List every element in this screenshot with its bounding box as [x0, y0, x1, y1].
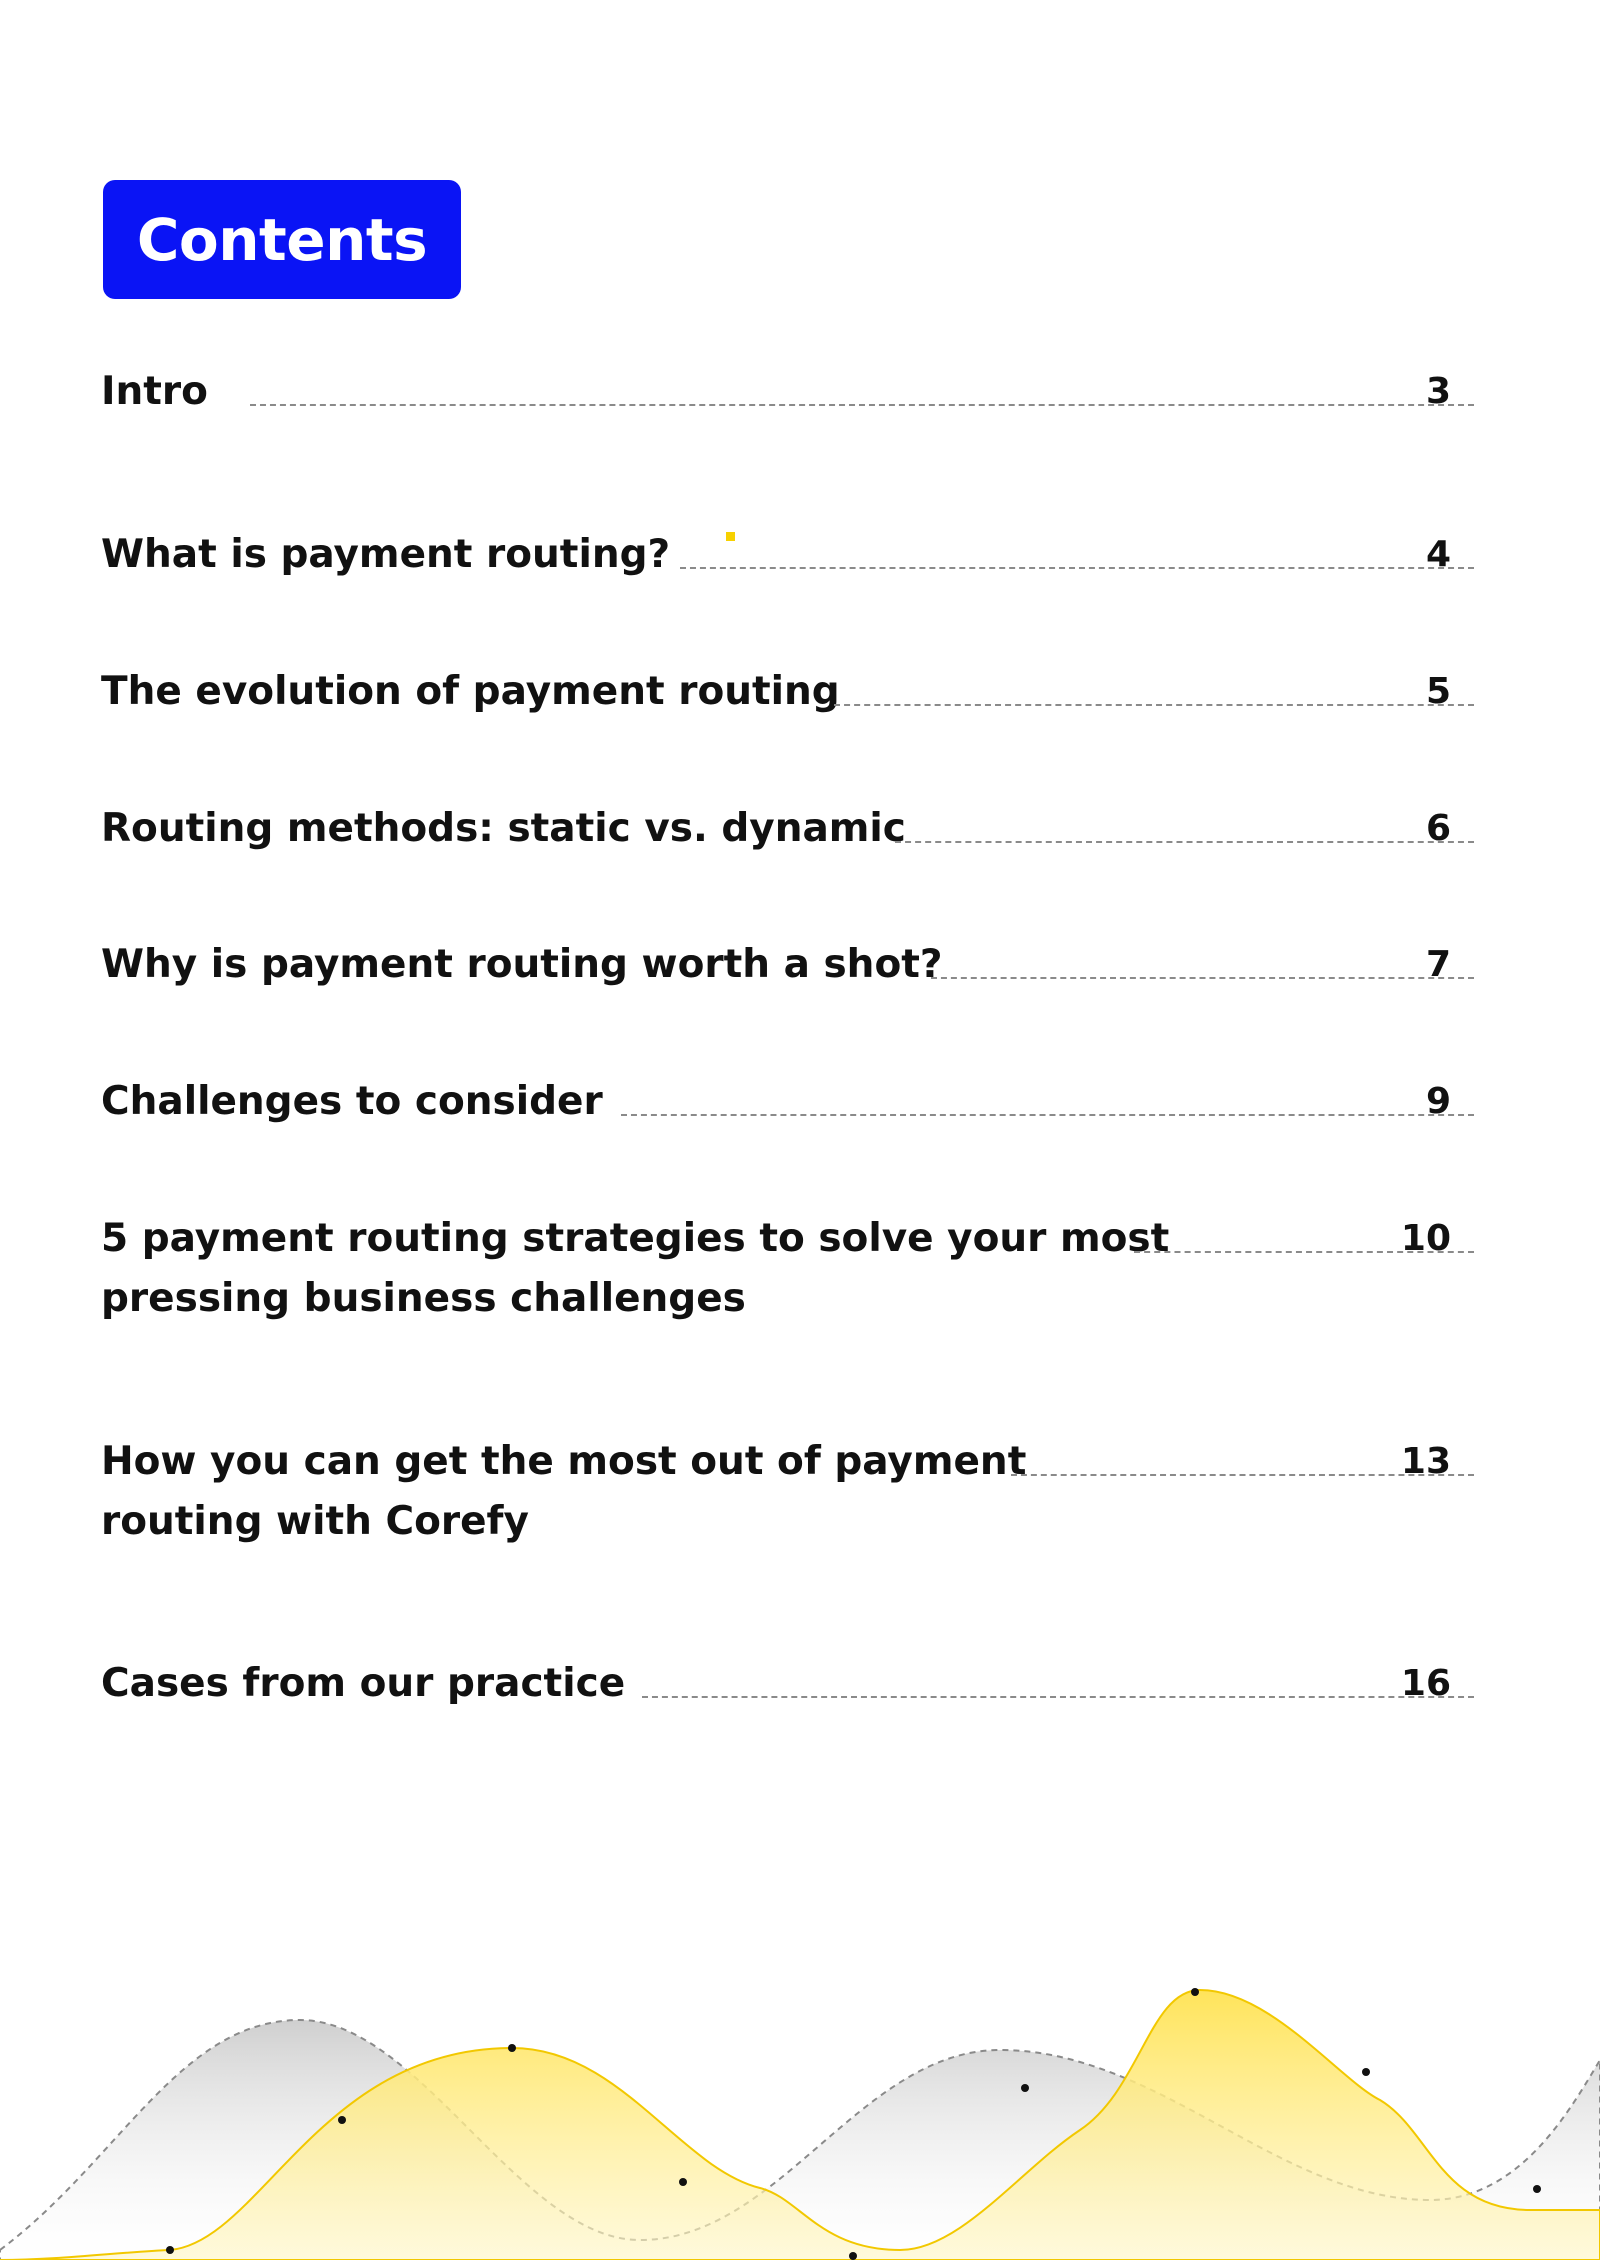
contents-title-badge [103, 180, 461, 299]
toc-entry-title [101, 1432, 1026, 1552]
toc-entry-title [101, 1209, 1169, 1329]
wave-marker [166, 2246, 174, 2254]
wave-marker [679, 2178, 687, 2186]
toc-entry-why-worth-a-shot[interactable] [101, 935, 1451, 1055]
toc-entry-what-is-payment-routing[interactable] [101, 525, 1451, 645]
toc-entry-title-line-1: 5 payment routing strategies to solve your most [101, 1216, 1170, 1261]
toc-page-number: 9 [1425, 1081, 1451, 1122]
toc-entry-corefy[interactable] [101, 1432, 1451, 1552]
toc-entry-title-line-2: routing with Corefy [101, 1499, 529, 1544]
toc-page-number: 13 [1400, 1441, 1451, 1482]
wave-marker [1362, 2068, 1370, 2076]
toc-page-number: 10 [1400, 1218, 1451, 1259]
toc-entry-challenges[interactable] [101, 1072, 1451, 1192]
toc-entry-routing-methods[interactable] [101, 799, 1451, 919]
toc-page-number: 5 [1425, 671, 1451, 712]
toc-entry-title-line-2: pressing business challenges [101, 1276, 746, 1321]
toc-entry-title: Intro [101, 369, 208, 414]
toc-entry-evolution[interactable] [101, 662, 1451, 782]
toc-leader-line [621, 1114, 1474, 1116]
toc-entry-title: What is payment routing? [101, 532, 671, 577]
page-title: Contents [136, 205, 428, 274]
wave-marker [1191, 1988, 1199, 1996]
toc-page-number: 7 [1425, 944, 1451, 985]
toc-entry-intro[interactable] [101, 362, 1451, 482]
toc-entry-title: Cases from our practice [101, 1661, 626, 1706]
toc-entry-title-line-1: How you can get the most out of payment [101, 1439, 1027, 1484]
toc-page-number: 16 [1400, 1663, 1451, 1704]
toc-page-number: 4 [1425, 534, 1451, 575]
toc-entry-title: The evolution of payment routing [101, 669, 840, 714]
toc-leader-line [642, 1696, 1474, 1698]
toc-entry-title: Challenges to consider [101, 1079, 603, 1124]
wave-marker [338, 2116, 346, 2124]
wave-marker [1021, 2084, 1029, 2092]
wave-marker [849, 2252, 857, 2260]
toc-page-number: 6 [1425, 808, 1451, 849]
toc-leader-line [250, 404, 1474, 406]
toc-entry-title: Routing methods: static vs. dynamic [101, 806, 906, 851]
decorative-waves [0, 1960, 1600, 2260]
wave-marker [508, 2044, 516, 2052]
toc-leader-line [680, 567, 1474, 569]
toc-entry-title: Why is payment routing worth a shot? [101, 942, 943, 987]
toc-entry-strategies[interactable] [101, 1209, 1451, 1329]
toc-entry-cases[interactable] [101, 1654, 1451, 1774]
toc-page-number: 3 [1425, 371, 1451, 412]
wave-marker [1533, 2185, 1541, 2193]
